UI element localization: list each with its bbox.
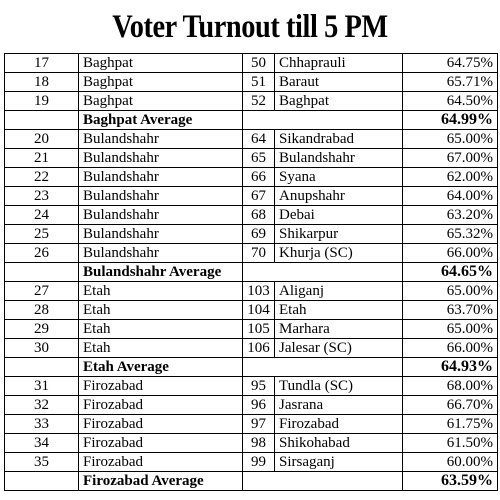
blank-cell: [243, 472, 403, 491]
serial-number-cell: 20: [5, 130, 79, 149]
serial-number-cell: 19: [5, 92, 79, 111]
table-row: [5, 187, 498, 206]
constituency-number-cell: 70: [243, 244, 275, 263]
serial-number-cell: 28: [5, 301, 79, 320]
table-row: [5, 130, 498, 149]
turnout-percent-cell: 63.20%: [403, 206, 498, 225]
serial-number-cell: 32: [5, 396, 79, 415]
constituency-number-cell: 51: [243, 73, 275, 92]
district-cell: Bulandshahr: [79, 244, 243, 263]
blank-cell: [5, 263, 79, 282]
constituency-name-cell: Firozabad: [275, 415, 403, 434]
table-row: [5, 73, 498, 92]
constituency-name-cell: Marhara: [275, 320, 403, 339]
serial-number-cell: 27: [5, 282, 79, 301]
district-average-row: [5, 263, 498, 282]
constituency-name-cell: Sirsaganj: [275, 453, 403, 472]
constituency-number-cell: 98: [243, 434, 275, 453]
constituency-name-cell: Tundla (SC): [275, 377, 403, 396]
district-cell: Etah: [79, 320, 243, 339]
table-row: [5, 244, 498, 263]
constituency-name-cell: Khurja (SC): [275, 244, 403, 263]
constituency-number-cell: 95: [243, 377, 275, 396]
table-row: [5, 339, 498, 358]
turnout-percent-cell: 63.70%: [403, 301, 498, 320]
turnout-percent-cell: 66.00%: [403, 244, 498, 263]
table-row: [5, 453, 498, 472]
constituency-number-cell: 65: [243, 149, 275, 168]
turnout-percent-cell: 68.00%: [403, 377, 498, 396]
constituency-number-cell: 104: [243, 301, 275, 320]
turnout-percent-cell: 64.00%: [403, 187, 498, 206]
district-average-row: [5, 472, 498, 491]
district-average-value: 64.99%: [403, 111, 498, 130]
blank-cell: [243, 263, 403, 282]
table-row: [5, 377, 498, 396]
turnout-percent-cell: 65.00%: [403, 320, 498, 339]
constituency-name-cell: Shikarpur: [275, 225, 403, 244]
constituency-name-cell: Debai: [275, 206, 403, 225]
constituency-name-cell: Sikandrabad: [275, 130, 403, 149]
blank-cell: [243, 111, 403, 130]
constituency-number-cell: 96: [243, 396, 275, 415]
constituency-number-cell: 64: [243, 130, 275, 149]
district-average-label: Etah Average: [79, 358, 243, 377]
page-title: Voter Turnout till 5 PM: [112, 9, 388, 45]
table-row: [5, 54, 498, 73]
turnout-percent-cell: 61.50%: [403, 434, 498, 453]
serial-number-cell: 26: [5, 244, 79, 263]
serial-number-cell: 35: [5, 453, 79, 472]
district-cell: Bulandshahr: [79, 187, 243, 206]
table-row: [5, 225, 498, 244]
serial-number-cell: 17: [5, 54, 79, 73]
table-row: [5, 149, 498, 168]
district-cell: Baghpat: [79, 54, 243, 73]
serial-number-cell: 21: [5, 149, 79, 168]
serial-number-cell: 29: [5, 320, 79, 339]
district-cell: Bulandshahr: [79, 168, 243, 187]
district-average-row: [5, 111, 498, 130]
turnout-percent-cell: 64.75%: [403, 54, 498, 73]
blank-cell: [5, 111, 79, 130]
constituency-number-cell: 97: [243, 415, 275, 434]
table-row: [5, 320, 498, 339]
constituency-name-cell: Anupshahr: [275, 187, 403, 206]
district-average-label: Baghpat Average: [79, 111, 243, 130]
constituency-name-cell: Baghpat: [275, 92, 403, 111]
constituency-name-cell: Chhaprauli: [275, 54, 403, 73]
table-row: [5, 282, 498, 301]
turnout-percent-cell: 61.75%: [403, 415, 498, 434]
constituency-name-cell: Shikohabad: [275, 434, 403, 453]
district-cell: Etah: [79, 339, 243, 358]
district-average-label: Bulandshahr Average: [79, 263, 243, 282]
constituency-number-cell: 67: [243, 187, 275, 206]
district-cell: Firozabad: [79, 453, 243, 472]
turnout-table: [4, 53, 498, 491]
serial-number-cell: 23: [5, 187, 79, 206]
table-row: [5, 415, 498, 434]
constituency-number-cell: 50: [243, 54, 275, 73]
constituency-number-cell: 105: [243, 320, 275, 339]
blank-cell: [5, 358, 79, 377]
district-average-label: Firozabad Average: [79, 472, 243, 491]
district-average-value: 64.93%: [403, 358, 498, 377]
district-cell: Baghpat: [79, 73, 243, 92]
district-cell: Etah: [79, 282, 243, 301]
serial-number-cell: 22: [5, 168, 79, 187]
district-average-value: 63.59%: [403, 472, 498, 491]
turnout-percent-cell: 60.00%: [403, 453, 498, 472]
district-cell: Firozabad: [79, 377, 243, 396]
constituency-number-cell: 66: [243, 168, 275, 187]
turnout-percent-cell: 65.00%: [403, 282, 498, 301]
constituency-name-cell: Syana: [275, 168, 403, 187]
district-cell: Bulandshahr: [79, 206, 243, 225]
district-cell: Firozabad: [79, 396, 243, 415]
turnout-table-body: [5, 54, 498, 491]
serial-number-cell: 18: [5, 73, 79, 92]
constituency-number-cell: 106: [243, 339, 275, 358]
serial-number-cell: 31: [5, 377, 79, 396]
table-row: [5, 92, 498, 111]
constituency-name-cell: Bulandshahr: [275, 149, 403, 168]
constituency-name-cell: Jasrana: [275, 396, 403, 415]
blank-cell: [243, 358, 403, 377]
district-cell: Bulandshahr: [79, 149, 243, 168]
serial-number-cell: 24: [5, 206, 79, 225]
table-row: [5, 396, 498, 415]
constituency-name-cell: Aliganj: [275, 282, 403, 301]
district-cell: Bulandshahr: [79, 130, 243, 149]
turnout-percent-cell: 67.00%: [403, 149, 498, 168]
blank-cell: [5, 472, 79, 491]
constituency-number-cell: 99: [243, 453, 275, 472]
constituency-number-cell: 68: [243, 206, 275, 225]
table-row: [5, 168, 498, 187]
table-row: [5, 301, 498, 320]
serial-number-cell: 25: [5, 225, 79, 244]
turnout-percent-cell: 65.00%: [403, 130, 498, 149]
constituency-number-cell: 52: [243, 92, 275, 111]
serial-number-cell: 30: [5, 339, 79, 358]
district-cell: Firozabad: [79, 434, 243, 453]
turnout-percent-cell: 66.00%: [403, 339, 498, 358]
table-row: [5, 206, 498, 225]
constituency-name-cell: Etah: [275, 301, 403, 320]
district-cell: Etah: [79, 301, 243, 320]
constituency-number-cell: 69: [243, 225, 275, 244]
turnout-percent-cell: 65.71%: [403, 73, 498, 92]
serial-number-cell: 34: [5, 434, 79, 453]
constituency-name-cell: Baraut: [275, 73, 403, 92]
table-row: [5, 434, 498, 453]
constituency-number-cell: 103: [243, 282, 275, 301]
district-cell: Baghpat: [79, 92, 243, 111]
turnout-percent-cell: 62.00%: [403, 168, 498, 187]
turnout-percent-cell: 66.70%: [403, 396, 498, 415]
district-average-row: [5, 358, 498, 377]
serial-number-cell: 33: [5, 415, 79, 434]
turnout-percent-cell: 65.32%: [403, 225, 498, 244]
district-average-value: 64.65%: [403, 263, 498, 282]
turnout-percent-cell: 64.50%: [403, 92, 498, 111]
district-cell: Firozabad: [79, 415, 243, 434]
constituency-name-cell: Jalesar (SC): [275, 339, 403, 358]
district-cell: Bulandshahr: [79, 225, 243, 244]
